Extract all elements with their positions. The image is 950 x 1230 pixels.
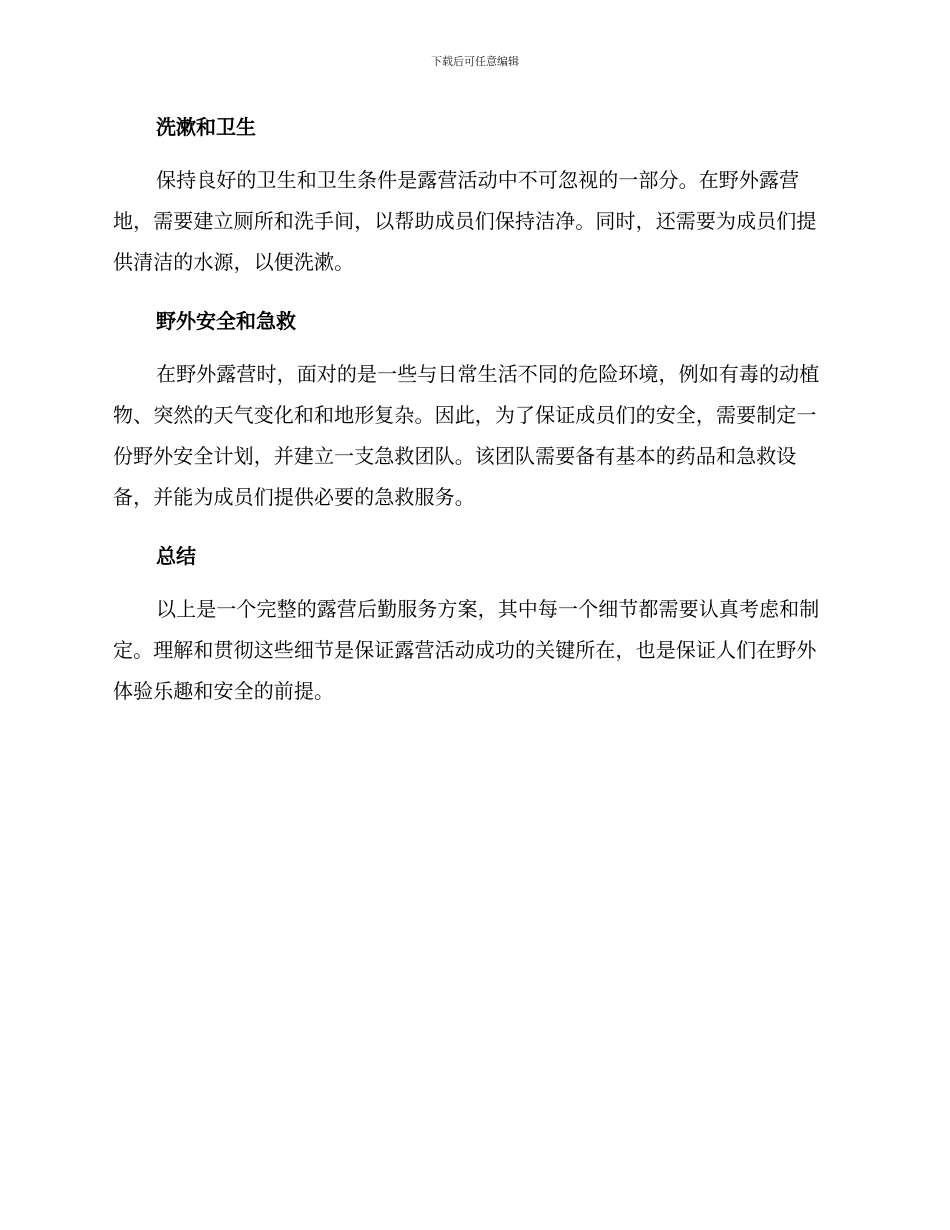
section-heading-hygiene: 洗漱和卫生	[156, 115, 256, 139]
section-paragraph-safety: 在野外露营时，面对的是一些与日常生活不同的危险环境，例如有毒的动植物、突然的天气变化和和地形复杂。因此，为了保证成员们的安全，需要制定一份野外安全计划，并建立一支急救团队。该团队需要备有基本的药品和急救设备，并能为成员们提供必要的急救服务。	[113, 362, 820, 509]
page-header: 下载后可任意编辑	[431, 55, 519, 68]
section-heading-summary: 总结	[156, 544, 196, 568]
section-paragraph-summary: 以上是一个完整的露营后勤服务方案，其中每一个细节都需要认真考虑和制定。理解和贯彻这些细节是保证露营活动成功的关键所在，也是保证人们在野外体验乐趣和安全的前提。	[113, 597, 820, 703]
section-heading-safety: 野外安全和急救	[156, 309, 296, 333]
section-paragraph-hygiene: 保持良好的卫生和卫生条件是露营活动中不可忽视的一部分。在野外露营地，需要建立厕所和洗手间，以帮助成员们保持洁净。同时，还需要为成员们提供清洁的水源，以便洗漱。	[113, 168, 817, 274]
document-body	[113, 110, 831, 712]
